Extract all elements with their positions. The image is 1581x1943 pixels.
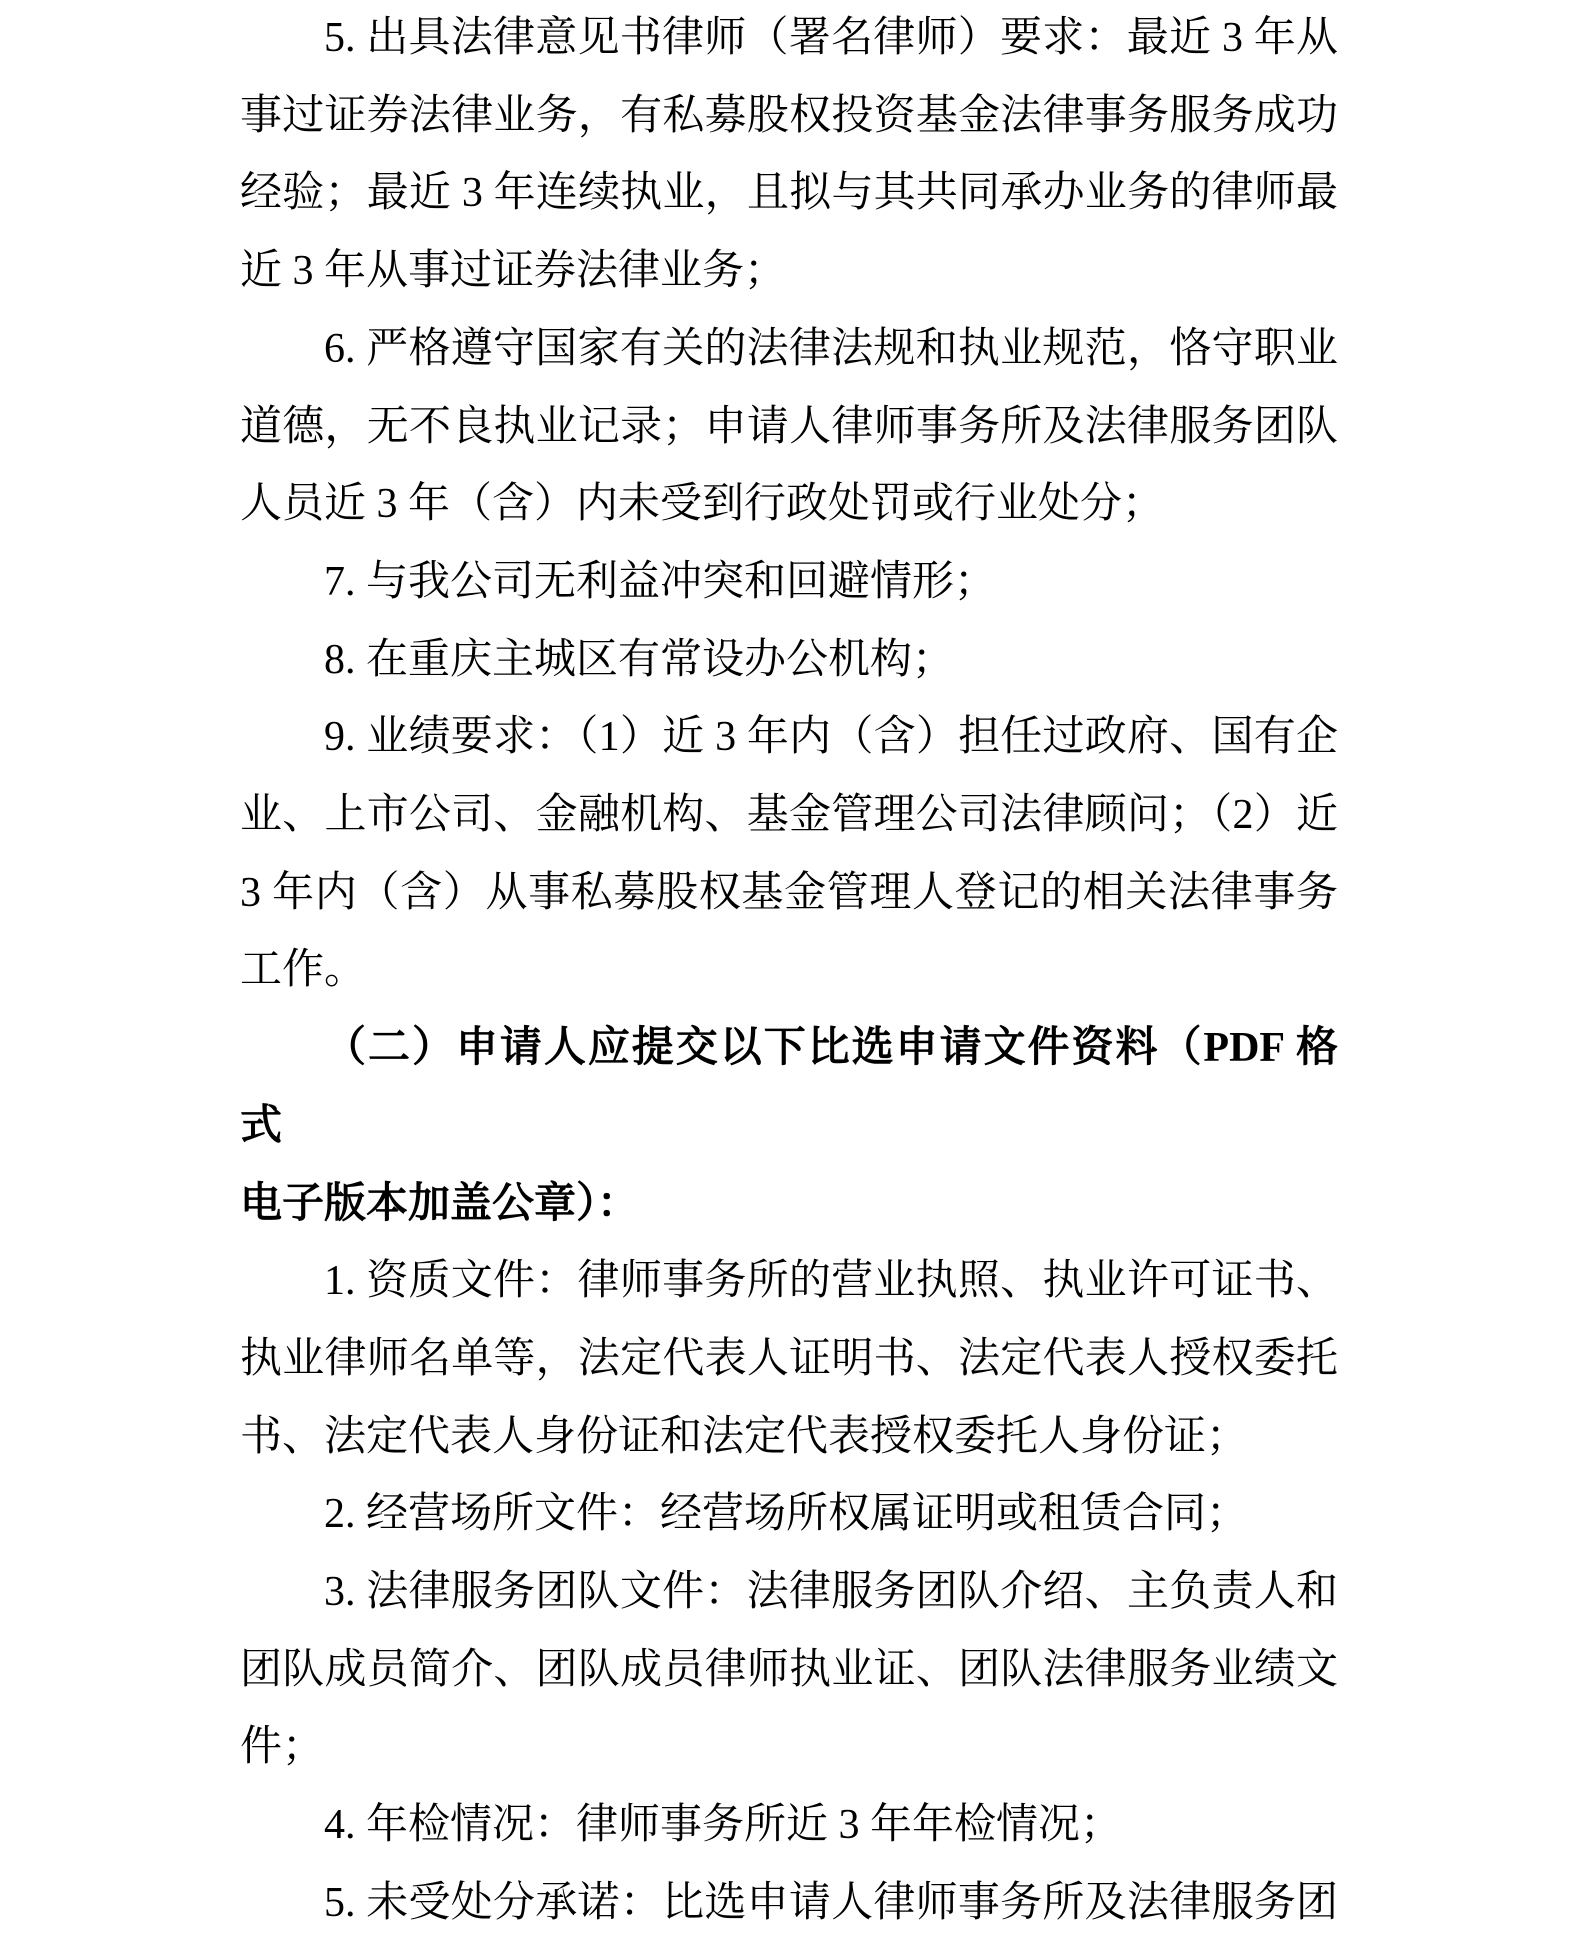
submission-doc-1 [240, 1243, 1338, 1476]
text-line: 3. 法律服务团队文件：法律服务团队介绍、主负责人和 [324, 1569, 1338, 1616]
submission-doc-2 [240, 1476, 1338, 1554]
document-page [240, 0, 1338, 1943]
text-line: （二）申请人应提交以下比选申请文件资料（PDF 格式 [240, 1025, 1338, 1149]
text-line: 工作。 [240, 947, 367, 994]
text-line: 9. 业绩要求：（1）近 3 年内（含）担任过政府、国有企 [324, 714, 1338, 761]
requirement-item-6 [240, 311, 1338, 544]
submission-doc-4 [240, 1787, 1338, 1865]
requirement-item-7 [240, 544, 1338, 622]
text-line: 近 3 年从事过证券法律业务； [240, 248, 787, 295]
text-line: 电子版本加盖公章）： [240, 1180, 640, 1227]
requirement-item-8 [240, 622, 1338, 700]
text-line: 执业律师名单等，法定代表人证明书、法定代表人授权委托 [240, 1335, 1338, 1382]
text-line: 5. 未受处分承诺：比选申请人律师事务所及法律服务团 [324, 1879, 1338, 1926]
text-line: 经验；最近 3 年连续执业，且拟与其共同承办业务的律师最 [240, 170, 1338, 217]
text-line: 6. 严格遵守国家有关的法律法规和执业规范，恪守职业 [324, 325, 1338, 372]
text-line: 1. 资质文件：律师事务所的营业执照、执业许可证书、 [324, 1258, 1338, 1305]
text-line: 2. 经营场所文件：经营场所权属证明或租赁合同； [324, 1491, 1249, 1538]
section-2-heading [240, 1010, 1338, 1243]
requirement-item-9 [240, 699, 1338, 1010]
requirement-item-5 [240, 0, 1338, 311]
text-line: 7. 与我公司无利益冲突和回避情形； [324, 558, 997, 605]
text-line: 业、上市公司、金融机构、基金管理公司法律顾问；（2）近 [240, 792, 1338, 839]
text-line: 人员近 3 年（含）内未受到行政处罚或行业处分； [240, 481, 1165, 528]
submission-doc-3 [240, 1554, 1338, 1787]
text-line: 道德，无不良执业记录；申请人律师事务所及法律服务团队 [240, 403, 1338, 450]
text-line: 8. 在重庆主城区有常设办公机构； [324, 636, 955, 683]
text-line: 团队成员简介、团队成员律师执业证、团队法律服务业绩文 [240, 1646, 1338, 1693]
submission-doc-5 [240, 1865, 1338, 1943]
text-line: 书、法定代表人身份证和法定代表授权委托人身份证； [240, 1413, 1249, 1460]
text-line: 事过证券法律业务，有私募股权投资基金法律事务服务成功 [240, 92, 1338, 139]
text-line: 5. 出具法律意见书律师（署名律师）要求：最近 3 年从 [324, 15, 1338, 61]
text-line: 4. 年检情况：律师事务所近 3 年年检情况； [324, 1802, 1123, 1849]
text-line: 件； [240, 1724, 325, 1771]
text-line: 3 年内（含）从事私募股权基金管理人登记的相关法律事务 [240, 869, 1338, 916]
